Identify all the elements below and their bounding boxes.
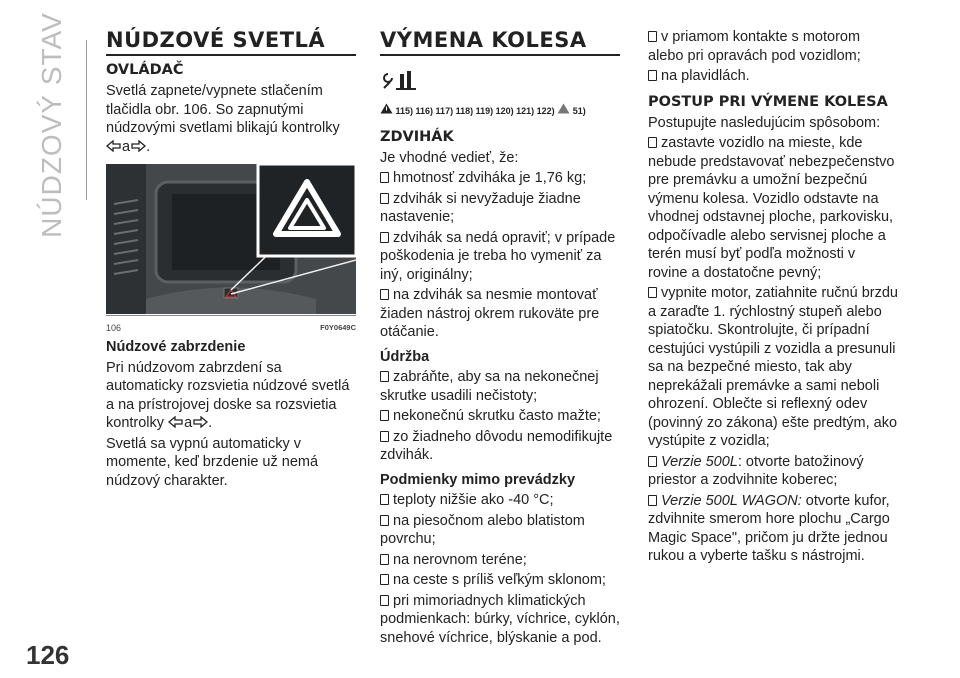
list-item: Verzie 500L: otvorte batožinový priestor a zodvihnite koberec; xyxy=(648,453,864,488)
jack-intro: Je vhodné vedieť, že: xyxy=(380,149,519,166)
bullet-icon xyxy=(380,554,389,565)
list-item: hmotnosť zdviháka je 1,76 kg; xyxy=(380,169,620,188)
turn-left-indicator-icon xyxy=(106,140,122,152)
bullet-icon xyxy=(380,431,389,442)
turn-left-indicator-icon xyxy=(168,416,184,428)
caution-triangle-icon xyxy=(557,103,570,114)
warning-refs: 115) 116) 117) 118) 119) 120) 121) 122) xyxy=(395,106,555,116)
list-item: zdvihák sa nedá opraviť; v prípade poškodenia je treba ho vymeniť za iný, originálny; xyxy=(380,229,616,283)
procedure-intro: Postupujte nasledujúcim spôsobom: xyxy=(648,114,881,131)
bullet-icon xyxy=(380,289,389,300)
heading-maintenance: Údržba xyxy=(380,348,430,365)
bullet-icon xyxy=(380,410,389,421)
bullet-icon xyxy=(380,515,389,526)
bullet-icon xyxy=(648,137,657,148)
section-title-hazard-lights: NÚDZOVÉ SVETLÁ xyxy=(106,28,356,56)
list-item: nekonečnú skrutku často mažte; xyxy=(380,407,620,426)
column-wheel-change xyxy=(380,28,620,649)
turn-right-indicator-icon xyxy=(192,416,208,428)
chapter-sidebar xyxy=(22,12,82,238)
list-item: zo žiadneho dôvodu nemodifikujte zdvihák. xyxy=(380,428,613,463)
list-item: na ceste s príliš veľkým sklonom; xyxy=(380,571,620,590)
list-item: Verzie 500L WAGON: otvorte kufor, zdvihnite smerom hore plochu „Cargo Magic Space", pričom ju držte jednou rukou a vyberte tašku s nástrojmi. xyxy=(648,492,890,564)
wrench-jack-icon xyxy=(380,68,420,92)
dashboard-illustration xyxy=(106,164,356,314)
bullet-icon xyxy=(380,232,389,243)
bullet-icon xyxy=(648,31,657,42)
list-item: pri mimoriadnych klimatických podmienkach: búrky, víchrice, cyklón, snehové víchrice, blýskanie a pod. xyxy=(380,592,620,646)
list-item: na zdvihák sa nesmie montovať žiaden nástroj okrem rukoväte pre otáčanie. xyxy=(380,287,600,340)
figure-hazard-button xyxy=(106,164,356,314)
sidebar-divider xyxy=(86,40,87,200)
caution-refs: 51) xyxy=(572,106,586,116)
emergency-braking-off-paragraph: Svetlá sa vypnú automaticky v momente, keď brzdenie už nemá núdzový charakter. xyxy=(106,435,319,489)
list-item: teploty nižšie ako -40 °C; xyxy=(380,491,620,510)
page-number: 126 xyxy=(26,640,70,670)
heading-procedure: POSTUP PRI VÝMENE KOLESA xyxy=(648,93,888,110)
warning-triangle-icon xyxy=(380,103,393,114)
safety-icons xyxy=(380,68,620,96)
bullet-icon xyxy=(648,456,657,467)
heading-jack: ZDVIHÁK xyxy=(380,128,454,145)
list-item: zdvihák si nevyžaduje žiadne nastavenie; xyxy=(380,190,581,225)
bullet-icon xyxy=(380,193,389,204)
list-item: na plavidlách. xyxy=(648,67,898,86)
turn-right-indicator-icon xyxy=(130,140,146,152)
list-item: na nerovnom teréne; xyxy=(380,551,620,570)
bullet-icon xyxy=(380,574,389,585)
list-item: zastavte vozidlo na mieste, kde nebude predstavovať nebezpečenstvo pre premávku a umožní bezpečnú výmenu kolesa. Vozidlo odstavte na vhodnej odstavnej ploche, parkovisku, odpočívadle alebo servisnej ploche a terén musí byť podľa možnosti v rovine a dostatočne pevný; xyxy=(648,135,895,281)
column-hazard-lights xyxy=(106,28,356,492)
heading-emergency-braking: Núdzové zabrzdenie xyxy=(106,339,246,355)
bullet-icon xyxy=(380,494,389,505)
emergency-braking-paragraph: Pri núdzovom zabrzdení sa automaticky rozsvietia núdzové svetlá a na prístrojovej doske sa rozsvietia kontrolky a . xyxy=(106,359,350,431)
warning-references xyxy=(380,102,620,121)
bullet-icon xyxy=(648,287,657,298)
list-item: v priamom kontakte s motorom alebo pri opravách pod vozidlom; xyxy=(648,29,861,64)
column-wheel-change-procedure xyxy=(648,28,898,568)
bullet-icon xyxy=(380,371,389,382)
figure-caption xyxy=(106,315,356,332)
list-item: na piesočnom alebo blatistom povrchu; xyxy=(380,512,585,547)
list-item: vypnite motor, zatiahnite ručnú brzdu a zaraďte 1. rýchlostný stupeň alebo spiatočku. Skontrolujte, či prípadní cestujúci vystúpili z vozidla a presunuli sa na bezpečné miesto, tak aby neprekážali premávke a sami neboli ohrození. Oblečte si reflexný odev (povinný zo zákona) ešte predtým, ako vystúpite z vozidla; xyxy=(648,285,898,449)
intro-paragraph: Svetlá zapnete/vypnete stlačením tlačidla obr. 106. So zapnutými núdzovými svetlami blikajú kontrolky a . xyxy=(106,83,340,155)
figure-code: F0Y0649C xyxy=(320,323,356,332)
figure-number: 106 xyxy=(106,323,122,333)
subsection-title-control: OVLÁDAČ xyxy=(106,62,184,78)
list-item: zabráňte, aby sa na nekonečnej skrutke usadili nečistoty; xyxy=(380,369,599,404)
bullet-icon xyxy=(380,172,389,183)
bullet-icon xyxy=(648,495,657,506)
heading-conditions: Podmienky mimo prevádzky xyxy=(380,471,576,488)
chapter-title: NÚDZOVÝ STAV xyxy=(36,12,67,238)
section-title-wheel-change: VÝMENA KOLESA xyxy=(380,28,620,56)
bullet-icon xyxy=(648,70,657,81)
bullet-icon xyxy=(380,595,389,606)
